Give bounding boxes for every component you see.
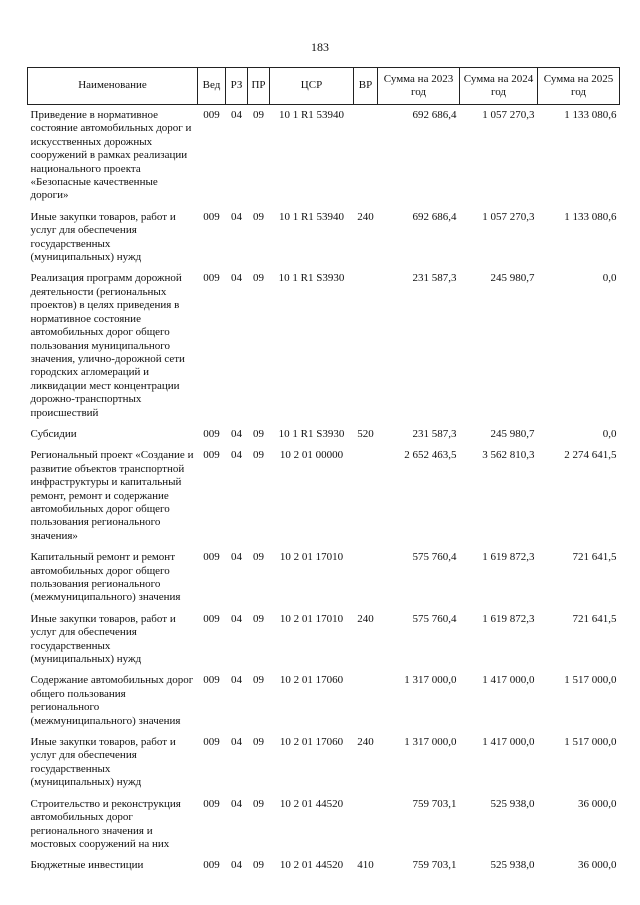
table-row (28, 547, 620, 609)
row-pr: 09 (253, 674, 264, 687)
row-sum-2025: 721 641,5 (572, 612, 617, 625)
row-vr (354, 547, 378, 609)
row-name: Капитальный ремонт и ремонт автомобильных дорог общего пользования регионального (межмуниципального) значения (30, 551, 181, 604)
header-sum-2024: Сумма на 2024 год (460, 68, 538, 105)
row-csr: 10 1 R1 S3930 (278, 427, 345, 440)
row-vr: 240 (357, 612, 374, 625)
row-sum-2023: 231 587,3 (412, 272, 457, 285)
row-sum-2024: 525 938,0 (490, 797, 535, 810)
row-name: Иные закупки товаров, работ и услуг для обеспечения государственных (муниципальных) нужд (30, 210, 176, 264)
row-sum-2023: 231 587,3 (412, 427, 457, 440)
row-sum-2024: 1 417 000,0 (482, 736, 535, 749)
row-csr: 10 1 R1 53940 (278, 210, 345, 223)
row-rz: 04 (231, 449, 242, 462)
row-sum-2024: 1 619 872,3 (482, 612, 535, 625)
row-sum-2023: 575 760,4 (412, 551, 457, 564)
header-sum-2023: Сумма на 2023 год (378, 68, 460, 105)
row-pr: 09 (253, 612, 264, 625)
row-rz: 04 (231, 797, 242, 810)
row-ved: 009 (203, 859, 220, 872)
row-sum-2023: 759 703,1 (412, 797, 457, 810)
header-ved: Вед (198, 68, 226, 105)
row-sum-2023: 1 317 000,0 (404, 736, 457, 749)
row-rz: 04 (231, 272, 242, 285)
table-row (28, 268, 620, 423)
row-pr: 09 (253, 210, 264, 223)
row-vr: 240 (357, 736, 374, 749)
row-rz: 04 (231, 612, 242, 625)
header-rz: РЗ (226, 68, 248, 105)
row-name: Субсидии (30, 427, 77, 440)
row-rz: 04 (231, 859, 242, 872)
row-ved: 009 (203, 210, 220, 223)
row-ved: 009 (203, 449, 220, 462)
row-vr (354, 794, 378, 856)
row-csr: 10 2 01 17060 (279, 736, 344, 749)
row-csr: 10 2 01 44520 (279, 859, 344, 872)
table-row (28, 424, 620, 445)
row-sum-2023: 759 703,1 (412, 859, 457, 872)
row-sum-2025: 1 517 000,0 (564, 674, 617, 687)
row-pr: 09 (253, 551, 264, 564)
row-rz: 04 (231, 109, 242, 121)
row-sum-2025: 2 274 641,5 (564, 449, 617, 462)
table-row (28, 105, 620, 207)
row-sum-2023: 575 760,4 (412, 612, 457, 625)
table-row (28, 794, 620, 856)
row-name: Иные закупки товаров, работ и услуг для обеспечения государственных (муниципальных) нужд (30, 736, 176, 789)
row-ved: 009 (203, 427, 220, 440)
row-ved: 009 (203, 551, 220, 564)
table-row (28, 670, 620, 732)
row-pr: 09 (253, 109, 264, 121)
row-name: Реализация программ дорожной деятельности (региональных проектов) в целях приведения в нормативное состояние автомобильных дорог общего пользования муниципального значения, улично-дорожной сети городских агломераций и ликвидации мест концентрации дорожно-транспортных происшествий (30, 272, 185, 419)
header-sum-2025: Сумма на 2025 год (538, 68, 620, 105)
row-csr: 10 2 01 00000 (279, 449, 344, 462)
page-number: 183 (311, 40, 329, 54)
table-row (28, 609, 620, 671)
row-pr: 09 (253, 449, 264, 462)
row-rz: 04 (231, 210, 242, 223)
table-row (28, 445, 620, 547)
row-vr: 520 (357, 427, 374, 440)
row-sum-2025: 1 133 080,6 (564, 210, 617, 223)
row-sum-2025: 0,0 (602, 272, 617, 285)
row-sum-2025: 1 133 080,6 (564, 109, 617, 121)
row-rz: 04 (231, 736, 242, 749)
row-sum-2025: 36 000,0 (578, 859, 617, 872)
row-name: Иные закупки товаров, работ и услуг для обеспечения государственных (муниципальных) нужд (30, 612, 176, 666)
row-vr: 410 (357, 859, 374, 872)
table-row (28, 732, 620, 794)
table-row (28, 855, 620, 876)
row-sum-2025: 0,0 (602, 427, 617, 440)
row-sum-2024: 1 057 270,3 (482, 210, 535, 223)
row-vr (354, 268, 378, 423)
row-rz: 04 (231, 674, 242, 687)
row-sum-2023: 1 317 000,0 (404, 674, 457, 687)
budget-table (27, 67, 620, 877)
row-sum-2024: 1 057 270,3 (482, 109, 535, 121)
row-name: Строительство и реконструкция автомобильных дорог регионального значения и мостовых сооружений на них (30, 797, 181, 850)
row-ved: 009 (203, 109, 220, 121)
row-pr: 09 (253, 859, 264, 872)
table-row (28, 207, 620, 269)
row-sum-2024: 245 980,7 (490, 427, 535, 440)
row-sum-2024: 245 980,7 (490, 272, 535, 285)
row-name: Приведение в нормативное состояние автомобильных дорог и искусственных дорожных сооружений в рамках реализации национального проекта «Безопасные качественные дороги» (30, 109, 192, 202)
header-name: Наименование (28, 68, 198, 105)
row-sum-2025: 36 000,0 (578, 797, 617, 810)
row-name: Региональный проект «Создание и развитие объектов транспортной инфраструктуры и капитальный ремонт, ремонт и содержание автомобильных дорог общего пользования регионального значения» (30, 449, 194, 542)
row-pr: 09 (253, 427, 264, 440)
row-sum-2024: 525 938,0 (490, 859, 535, 872)
row-pr: 09 (253, 736, 264, 749)
row-ved: 009 (203, 736, 220, 749)
row-csr: 10 2 01 17060 (279, 674, 344, 687)
header-csr: ЦСР (270, 68, 354, 105)
row-csr: 10 1 R1 53940 (278, 109, 345, 121)
row-csr: 10 2 01 44520 (279, 797, 344, 810)
row-sum-2024: 1 417 000,0 (482, 674, 535, 687)
row-pr: 09 (253, 797, 264, 810)
header-vr: ВР (354, 68, 378, 105)
row-sum-2023: 2 652 463,5 (404, 449, 457, 462)
row-sum-2024: 3 562 810,3 (482, 449, 535, 462)
row-ved: 009 (203, 272, 220, 285)
row-vr (354, 445, 378, 547)
row-vr: 240 (357, 210, 374, 223)
row-vr (354, 670, 378, 732)
row-sum-2024: 1 619 872,3 (482, 551, 535, 564)
row-csr: 10 2 01 17010 (279, 551, 344, 564)
row-sum-2025: 1 517 000,0 (564, 736, 617, 749)
row-sum-2023: 692 686,4 (412, 109, 457, 121)
row-csr: 10 2 01 17010 (279, 612, 344, 625)
row-ved: 009 (203, 797, 220, 810)
row-csr: 10 1 R1 S3930 (278, 272, 345, 285)
row-pr: 09 (253, 272, 264, 285)
row-ved: 009 (203, 674, 220, 687)
row-name: Бюджетные инвестиции (30, 859, 144, 872)
header-pr: ПР (248, 68, 270, 105)
row-sum-2025: 721 641,5 (572, 551, 617, 564)
table-header-row (28, 68, 620, 105)
row-vr (354, 105, 378, 207)
row-name: Содержание автомобильных дорог общего пользования регионального (межмуниципального) значения (30, 674, 194, 727)
row-rz: 04 (231, 427, 242, 440)
row-sum-2023: 692 686,4 (412, 210, 457, 223)
row-ved: 009 (203, 612, 220, 625)
row-rz: 04 (231, 551, 242, 564)
